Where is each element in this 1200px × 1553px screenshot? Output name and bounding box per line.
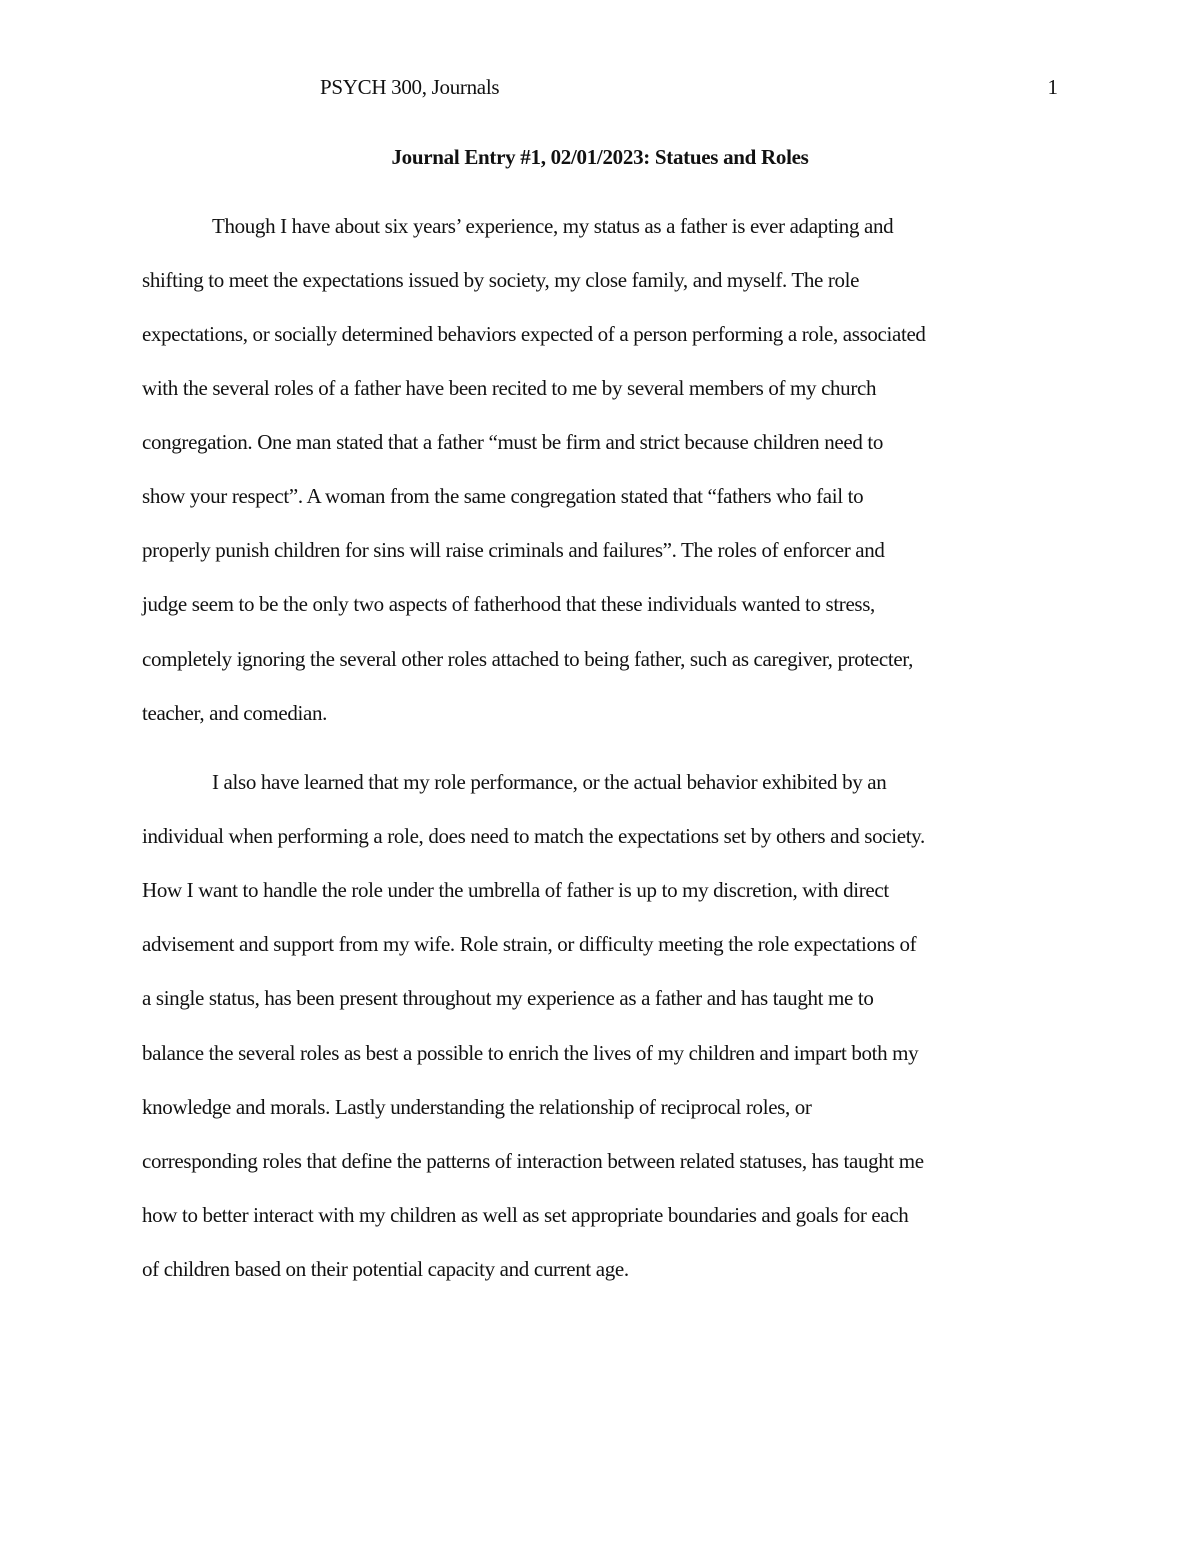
- page-number: 1: [1047, 75, 1058, 99]
- paragraph-1-line: expectations, or socially determined behaviors expected of a person performing a role, associated: [142, 322, 926, 346]
- paragraph-1-line: shifting to meet the expectations issued by society, my close family, and myself. The role: [142, 268, 860, 292]
- paragraph-2-line: a single status, has been present throughout my experience as a father and has taught me to: [142, 986, 874, 1010]
- paragraph-2-line: balance the several roles as best a possible to enrich the lives of my children and impart both my: [142, 1041, 919, 1065]
- paragraph-2-line: corresponding roles that define the patterns of interaction between related statuses, has taught me: [142, 1149, 924, 1173]
- paragraph-2-line: I also have learned that my role performance, or the actual behavior exhibited by an: [212, 770, 887, 794]
- paragraph-1-line: show your respect”. A woman from the same congregation stated that “fathers who fail to: [142, 484, 864, 508]
- paragraph-1-line: completely ignoring the several other roles attached to being father, such as caregiver, protecter,: [142, 647, 913, 671]
- paragraph-1-line: properly punish children for sins will raise criminals and failures”. The roles of enforcer and: [142, 538, 885, 562]
- paragraph-2-line: of children based on their potential capacity and current age.: [142, 1257, 629, 1281]
- paragraph-1-line: teacher, and comedian.: [142, 701, 328, 725]
- paragraph-2-line: How I want to handle the role under the umbrella of father is up to my discretion, with direct: [142, 878, 889, 902]
- paragraph-2-line: advisement and support from my wife. Role strain, or difficulty meeting the role expectations of: [142, 932, 917, 956]
- paragraph-1-line: congregation. One man stated that a father “must be firm and strict because children need to: [142, 430, 884, 454]
- paragraph-1-line: Though I have about six years’ experience, my status as a father is ever adapting and: [212, 214, 894, 238]
- entry-title: Journal Entry #1, 02/01/2023: Statues and Roles: [391, 145, 809, 169]
- paragraph-1-line: with the several roles of a father have been recited to me by several members of my church: [142, 376, 877, 400]
- paragraph-1-line: judge seem to be the only two aspects of fatherhood that these individuals wanted to stress,: [142, 592, 875, 616]
- paragraph-2-line: how to better interact with my children as well as set appropriate boundaries and goals for each: [142, 1203, 909, 1227]
- running-head: PSYCH 300, Journals: [320, 75, 500, 99]
- paragraph-2-line: individual when performing a role, does need to match the expectations set by others and society.: [142, 824, 925, 848]
- paragraph-2-line: knowledge and morals. Lastly understanding the relationship of reciprocal roles, or: [142, 1095, 812, 1119]
